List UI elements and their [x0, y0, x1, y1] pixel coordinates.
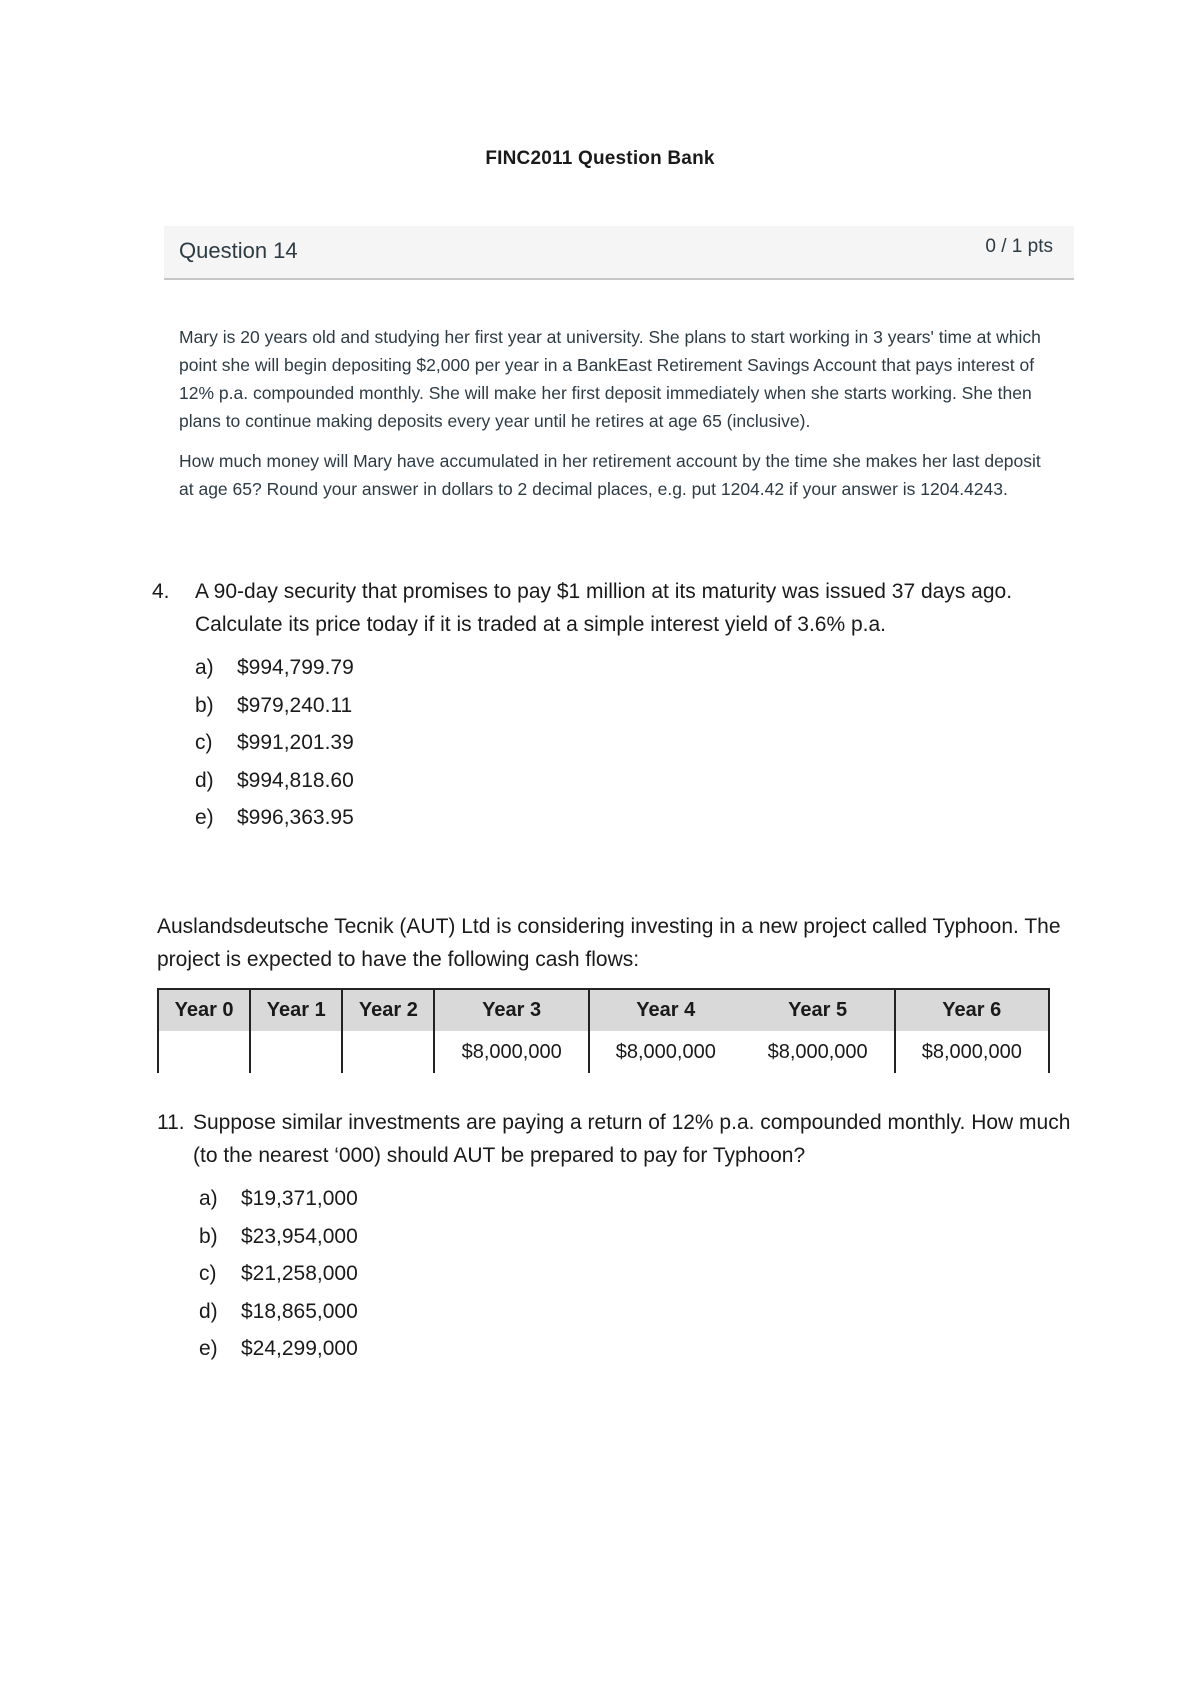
option-letter: c) — [195, 731, 213, 755]
option-value: $994,799.79 — [237, 656, 354, 680]
option-value: $996,363.95 — [237, 806, 354, 830]
table-header-cell: Year 3 — [434, 989, 588, 1031]
question-11-number: 11. — [157, 1111, 185, 1134]
option-item — [195, 649, 1072, 687]
option-value: $991,201.39 — [237, 731, 354, 755]
page-title: FINC2011 Question Bank — [485, 148, 715, 169]
option-letter: e) — [199, 1337, 218, 1361]
option-letter: d) — [199, 1299, 218, 1323]
table-cell — [250, 1031, 342, 1073]
option-item — [199, 1293, 1077, 1331]
option-letter: c) — [199, 1262, 217, 1286]
option-letter: e) — [195, 806, 214, 830]
table-cell: $8,000,000 — [742, 1031, 895, 1073]
question-14-points: 0 / 1 pts — [985, 236, 1053, 257]
table-cell: $8,000,000 — [434, 1031, 588, 1073]
option-value: $19,371,000 — [241, 1187, 358, 1211]
question-11-text: Suppose similar investments are paying a return of 12% p.a. compounded monthly. How much (to the nearest ‘000) should AUT be prepared to pay for Typhoon? — [193, 1111, 1071, 1167]
cash-flow-table — [157, 988, 1050, 1073]
table-header-row — [158, 989, 1049, 1031]
table-header-cell: Year 4 — [589, 989, 742, 1031]
option-letter: b) — [195, 693, 214, 717]
table-cell — [158, 1031, 250, 1073]
question-14-header — [164, 226, 1074, 280]
table-cell — [342, 1031, 434, 1073]
question-14-paragraph: Mary is 20 years old and studying her first year at university. She plans to start working in 3 years' time at which point she will begin depositing $2,000 per year in a BankEast Retirement Savings Account that pays interest of 12% p.a. compounded monthly. She will make her first deposit immediately when she starts working. She then plans to continue making deposits every year until he retires at age 65 (inclusive). — [179, 327, 1041, 431]
question-4 — [152, 575, 1072, 837]
option-letter: d) — [195, 768, 214, 792]
table-cell: $8,000,000 — [895, 1031, 1049, 1073]
option-item — [199, 1180, 1077, 1218]
option-item — [195, 762, 1072, 800]
option-item — [199, 1330, 1077, 1368]
option-letter: a) — [199, 1187, 218, 1211]
option-value: $23,954,000 — [241, 1224, 358, 1248]
option-item — [199, 1255, 1077, 1293]
question-14-body — [179, 323, 1059, 515]
option-item — [195, 724, 1072, 762]
question-11-options — [199, 1180, 1077, 1368]
table-cell: $8,000,000 — [615, 1040, 716, 1063]
question-4-number: 4. — [152, 580, 170, 603]
option-letter: b) — [199, 1224, 218, 1248]
option-item — [195, 687, 1072, 725]
question-4-text: A 90-day security that promises to pay $1 million at its maturity was issued 37 days ago. Calculate its price today if it is traded at a simple interest yield of 3.6% p.a. — [195, 580, 1013, 636]
question-14-title: Question 14 — [179, 238, 298, 263]
option-letter: a) — [195, 656, 214, 680]
aut-intro: Auslandsdeutsche Tecnik (AUT) Ltd is considering investing in a new project called Typhoon. The project is expected to have the following cash flows: — [157, 915, 1061, 971]
question-14-paragraph: How much money will Mary have accumulated in her retirement account by the time she makes her last deposit at age 65? Round your answer in dollars to 2 decimal places, e.g. put 1204.42 if your answer is 1204.4243. — [179, 451, 1041, 499]
table-header-cell: Year 6 — [895, 989, 1049, 1031]
option-value: $979,240.11 — [237, 693, 353, 717]
table-header-cell: Year 1 — [250, 989, 342, 1031]
table-header-cell: Year 0 — [158, 989, 250, 1031]
option-value: $18,865,000 — [241, 1299, 358, 1323]
option-value: $24,299,000 — [241, 1337, 358, 1361]
question-11 — [157, 1106, 1077, 1368]
option-item — [195, 799, 1072, 837]
option-value: $994,818.60 — [237, 768, 354, 792]
option-value: $21,258,000 — [241, 1262, 358, 1286]
table-row — [158, 1031, 1049, 1073]
table-header-cell: Year 2 — [342, 989, 434, 1031]
table-header-cell: Year 5 — [742, 989, 895, 1031]
option-item — [199, 1218, 1077, 1256]
question-4-options — [195, 649, 1072, 837]
